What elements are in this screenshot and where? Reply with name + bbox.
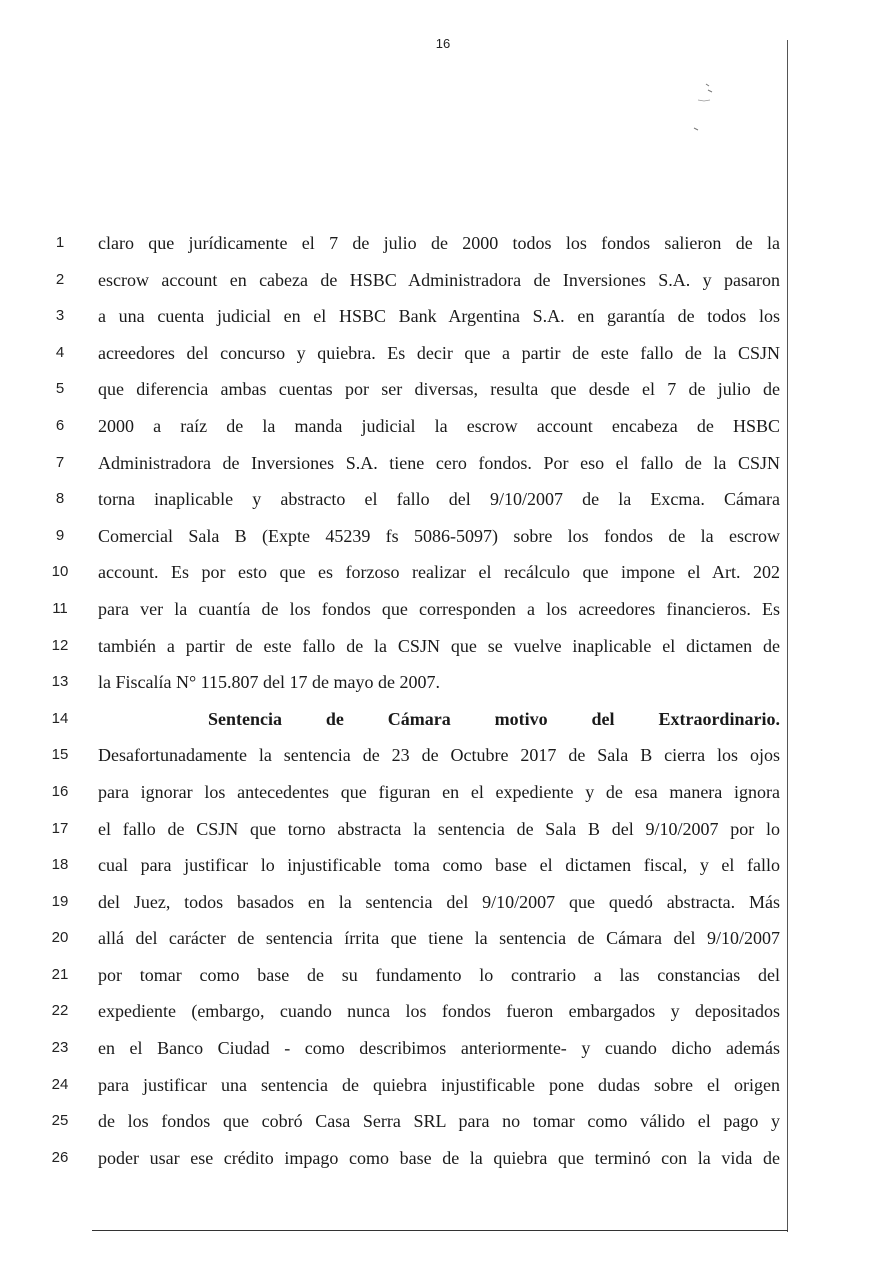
heading-word: de (325, 708, 344, 729)
text-line: también a partir de este fallo de la CSJN que se vuelve inaplicable el dictamen de (98, 635, 780, 656)
line-number: 5 (55, 380, 65, 398)
section-heading (98, 708, 780, 745)
text-line: del Juez, todos basados en la sentencia del 9/10/2007 que quedó abstracta. Más (98, 891, 780, 912)
body-text (98, 232, 780, 1183)
line-number: 2 (55, 270, 65, 288)
line-number: 16 (51, 782, 69, 800)
line-number: 3 (55, 307, 65, 325)
line-number: 24 (51, 1075, 69, 1093)
line-number: 8 (55, 490, 65, 508)
line-number: 25 (51, 1112, 69, 1130)
page-number: 16 (435, 36, 451, 51)
line-number: 9 (55, 526, 65, 544)
text-line: Comercial Sala B (Expte 45239 fs 5086-5097) sobre los fondos de la escrow (98, 525, 780, 546)
text-line: escrow account en cabeza de HSBC Administradora de Inversiones S.A. y pasaron (98, 269, 780, 290)
line-number: 15 (51, 746, 69, 764)
text-line: claro que jurídicamente el 7 de julio de 2000 todos los fondos salieron de la (98, 233, 780, 253)
text-line: que diferencia ambas cuentas por ser diversas, resulta que desde el 7 de julio de (98, 379, 780, 400)
text-line: el fallo de CSJN que torno abstracta la sentencia de Sala B del 9/10/2007 por lo (98, 818, 780, 839)
scan-marks (690, 82, 730, 142)
line-number: 22 (51, 1002, 69, 1020)
bottom-rule (92, 1230, 788, 1231)
line-number: 19 (51, 892, 69, 910)
text-line: acreedores del concurso y quiebra. Es decir que a partir de este fallo de la CSJN (98, 342, 780, 363)
line-number: 4 (55, 343, 65, 361)
text-line: torna inaplicable y abstracto el fallo del 9/10/2007 de la Excma. Cámara (98, 489, 780, 510)
text-line: Administradora de Inversiones S.A. tiene cero fondos. Por eso el fallo de la CSJN (98, 452, 780, 473)
line-number: 10 (51, 563, 69, 581)
text-line: 2000 a raíz de la manda judicial la escrow account encabeza de HSBC (98, 415, 780, 436)
text-line: poder usar ese crédito impago como base de la quiebra que terminó con la vida de (98, 1147, 780, 1168)
heading-word: Sentencia (208, 708, 282, 729)
line-number: 23 (51, 1039, 69, 1057)
text-line: expediente (embargo, cuando nunca los fondos fueron embargados y depositados (98, 1001, 780, 1022)
line-number: 17 (51, 819, 69, 837)
line-number: 26 (51, 1148, 69, 1166)
text-line: para justificar una sentencia de quiebra injustificable pone dudas sobre el origen (98, 1074, 780, 1095)
text-line: account. Es por esto que es forzoso realizar el recálculo que impone el Art. 202 (98, 562, 780, 583)
line-number: 13 (51, 673, 69, 691)
line-number: 20 (51, 929, 69, 947)
text-line: la Fiscalía N° 115.807 del 17 de mayo de 2007. (98, 672, 440, 693)
text-line: a una cuenta judicial en el HSBC Bank Argentina S.A. en garantía de todos los (98, 306, 780, 327)
heading-word: del (591, 708, 615, 729)
text-line: allá del carácter de sentencia írrita que tiene la sentencia de Cámara del 9/10/2007 (98, 928, 780, 949)
line-number: 1 (55, 234, 65, 251)
heading-word: motivo (494, 708, 548, 729)
line-number: 18 (51, 856, 69, 874)
right-margin-rule (787, 40, 788, 1232)
line-number: 14 (51, 709, 69, 727)
line-number: 6 (55, 416, 65, 434)
line-number: 7 (55, 453, 65, 471)
scan-mark-icon (690, 82, 730, 142)
text-line: para ver la cuantía de los fondos que corresponden a los acreedores financieros. Es (98, 598, 780, 619)
text-line: para ignorar los antecedentes que figuran en el expediente y de esa manera ignora (98, 781, 780, 802)
line-number: 12 (51, 636, 69, 654)
line-number: 21 (51, 965, 69, 983)
text-line: cual para justificar lo injustificable toma como base el dictamen fiscal, y el fallo (98, 855, 780, 876)
heading-word: Cámara (387, 708, 451, 729)
text-line: de los fondos que cobró Casa Serra SRL para no tomar como válido el pago y (98, 1111, 780, 1132)
line-number: 11 (52, 599, 68, 617)
heading-word: Extraordinario. (658, 708, 780, 729)
text-line: por tomar como base de su fundamento lo contrario a las constancias del (98, 964, 780, 985)
line-number-column (40, 232, 80, 1183)
text-line: en el Banco Ciudad - como describimos anteriormente- y cuando dicho además (98, 1038, 780, 1059)
text-line: Desafortunadamente la sentencia de 23 de Octubre 2017 de Sala B cierra los ojos (98, 745, 780, 766)
